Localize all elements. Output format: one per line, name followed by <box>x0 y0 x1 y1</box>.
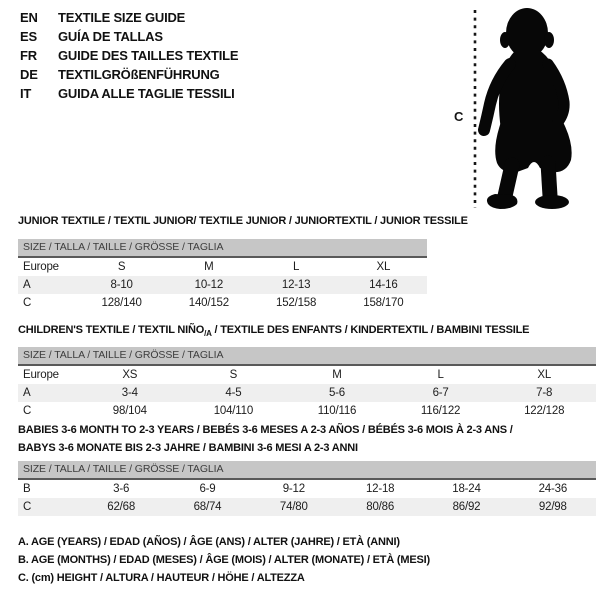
size-cell: 74/80 <box>251 498 337 516</box>
size-cell: 3-4 <box>78 384 182 402</box>
size-cell: 116/122 <box>420 405 461 417</box>
table-row-age <box>18 276 427 294</box>
size-header-bar: SIZE / TALLA / TAILLE / GRÖSSE / TAGLIA <box>18 461 596 480</box>
size-cell: 92/98 <box>510 498 596 516</box>
row-label: Europe <box>23 369 59 381</box>
size-cell: 80/86 <box>337 498 423 516</box>
language-title: TEXTILE SIZE GUIDE <box>58 10 186 25</box>
size-cell: 158/170 <box>363 297 404 309</box>
size-cell: 8-10 <box>78 276 165 294</box>
row-label: A <box>18 276 78 294</box>
size-cell: L <box>437 369 444 381</box>
language-row <box>20 84 238 103</box>
size-cell: 9-12 <box>282 483 305 495</box>
language-title: GUÍA DE TALLAS <box>58 29 163 44</box>
row-label: C <box>23 405 32 417</box>
language-code: EN <box>20 10 38 25</box>
footnote-a: A. AGE (YEARS) / EDAD (AÑOS) / ÂGE (ANS) / ALTER (JAHRE) / ETÀ (ANNI) <box>18 536 400 548</box>
baby-figure <box>440 0 600 215</box>
size-cell: 12-13 <box>253 276 340 294</box>
size-cell: 6-9 <box>199 483 216 495</box>
children-title-text: / TEXTILE DES ENFANTS / KINDERTEXTIL / BAMBINI TESSILE <box>211 324 530 336</box>
table-row-europe <box>18 366 596 384</box>
size-cell: 14-16 <box>340 276 427 294</box>
table-row-months <box>18 480 596 498</box>
size-cell: 12-18 <box>365 483 395 495</box>
table-row-height <box>18 294 427 312</box>
table-row-height <box>18 402 596 420</box>
size-cell: 68/74 <box>164 498 250 516</box>
size-cell: 18-24 <box>452 483 481 495</box>
size-cell: 24-36 <box>538 483 568 495</box>
size-cell: 86/92 <box>423 498 509 516</box>
language-title: GUIDE DES TAILLES TEXTILE <box>58 48 239 63</box>
footnote-b: B. AGE (MONTHS) / EDAD (MESES) / ÂGE (MOIS) / ALTER (MONATE) / ETÀ (MESI) <box>18 554 430 566</box>
footnote-c: C. (cm) HEIGHT / ALTURA / HAUTEUR / HÖHE / ALTEZZA <box>18 572 305 584</box>
size-cell: XL <box>537 369 552 381</box>
language-header <box>20 8 238 103</box>
table-row-europe <box>18 258 427 276</box>
language-title: TEXTILGRÖßENFÜHRUNG <box>58 67 220 82</box>
size-cell: 3-6 <box>113 483 130 495</box>
children-title-subscript: /A <box>204 329 212 339</box>
babies-table <box>18 461 596 516</box>
size-cell: L <box>293 261 300 273</box>
babies-title-line: BABIES 3-6 MONTH TO 2-3 YEARS / BEBÉS 3-6 MESES A 2-3 AÑOS / BÉBÉS 3-6 MOIS À 2-3 ANS / <box>18 424 513 436</box>
babies-title-line: BABYS 3-6 MONATE BIS 2-3 JAHRE / BAMBINI 3-6 MESI A 2-3 ANNI <box>18 442 358 454</box>
row-label: B <box>23 483 31 495</box>
table-row-height <box>18 498 596 516</box>
row-label: C <box>18 498 78 516</box>
babies-table-title <box>18 421 513 457</box>
children-table <box>18 347 596 420</box>
size-cell: 110/116 <box>317 405 357 417</box>
language-row <box>20 8 238 27</box>
footnotes <box>18 533 430 587</box>
size-cell: M <box>204 261 214 273</box>
language-code: ES <box>20 29 37 44</box>
children-title-text: CHILDREN'S TEXTILE / TEXTIL NIÑO <box>18 324 205 336</box>
size-cell: 5-6 <box>285 384 389 402</box>
size-cell: 128/140 <box>101 297 142 309</box>
size-cell: 104/110 <box>213 405 254 417</box>
row-label: C <box>23 297 32 309</box>
size-cell: 122/128 <box>524 405 565 417</box>
children-table-title <box>18 324 529 338</box>
junior-table <box>18 239 427 312</box>
language-row <box>20 27 238 46</box>
language-code: FR <box>20 48 37 63</box>
row-label: A <box>18 384 78 402</box>
junior-table-title: JUNIOR TEXTILE / TEXTIL JUNIOR/ TEXTILE JUNIOR / JUNIORTEXTIL / JUNIOR TESSILE <box>18 215 468 227</box>
size-cell: 7-8 <box>492 384 596 402</box>
language-code: IT <box>20 86 32 101</box>
size-header-bar: SIZE / TALLA / TAILLE / GRÖSSE / TAGLIA <box>18 239 427 258</box>
size-cell: 4-5 <box>182 384 286 402</box>
language-title: GUIDA ALLE TAGLIE TESSILI <box>58 86 235 101</box>
size-cell: 6-7 <box>389 384 493 402</box>
size-cell: XL <box>376 261 391 273</box>
measure-label-c: C <box>454 109 464 124</box>
size-cell: 10-12 <box>165 276 252 294</box>
table-row-age <box>18 384 596 402</box>
size-cell: 152/158 <box>276 297 317 309</box>
language-row <box>20 46 238 65</box>
baby-silhouette-icon <box>484 8 572 209</box>
size-cell: XS <box>122 369 138 381</box>
size-header-bar: SIZE / TALLA / TAILLE / GRÖSSE / TAGLIA <box>18 347 596 366</box>
size-cell: S <box>229 369 238 381</box>
size-cell: S <box>117 261 126 273</box>
size-cell: M <box>332 369 342 381</box>
language-code: DE <box>20 67 38 82</box>
size-cell: 140/152 <box>188 297 229 309</box>
language-row <box>20 65 238 84</box>
size-cell: 98/104 <box>112 405 147 417</box>
size-cell: 62/68 <box>78 498 164 516</box>
row-label: Europe <box>23 261 59 273</box>
